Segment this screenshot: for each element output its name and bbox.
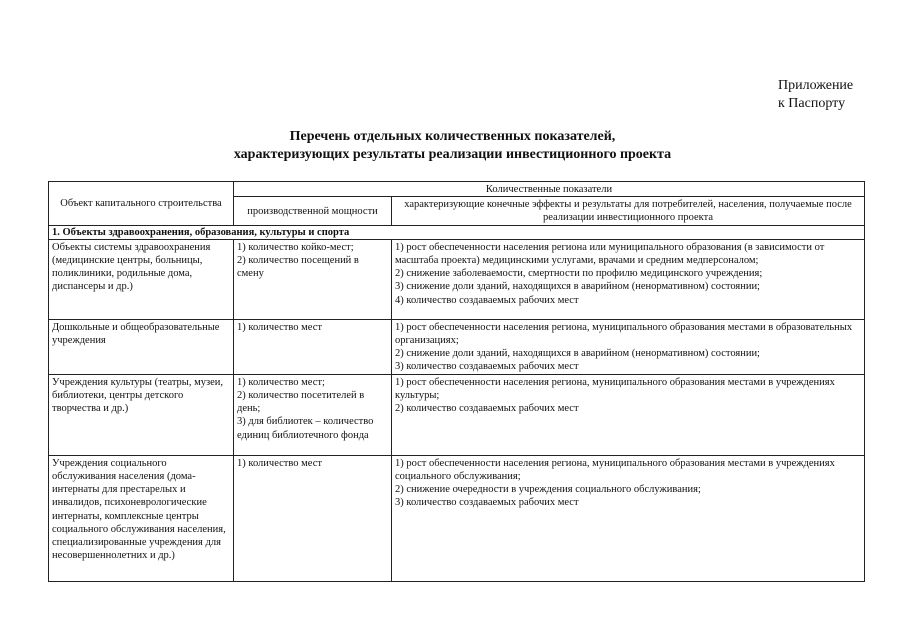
section-title: 1. Объекты здравоохранения, образования, культуры и спорта	[49, 225, 865, 239]
table-row	[49, 239, 865, 319]
effect-item: 3) количество создаваемых рабочих мест	[395, 497, 579, 509]
effect-item: 1) рост обеспеченности населения региона, муниципального образования местами в образовательных организациях;	[395, 321, 853, 347]
row-capacity	[234, 455, 392, 581]
capacity-item: 2) количество посетителей в день;	[237, 390, 365, 415]
appendix-line-1: Приложение	[778, 78, 854, 93]
row-capacity	[234, 239, 392, 319]
effect-item: 1) рост обеспеченности населения региона, муниципального образования местами в учреждениях социального обслуживания;	[395, 457, 835, 483]
effect-item: 3) количество создаваемых рабочих мест	[395, 361, 579, 373]
indicators-table	[48, 181, 865, 582]
row-object: Учреждения культуры (театры, музеи, библиотеки, центры детского творчества и др.)	[49, 374, 234, 455]
section-row	[49, 225, 865, 239]
effect-item: 2) количество создаваемых рабочих мест	[395, 403, 579, 415]
effect-item: 2) снижение доли зданий, находящихся в аварийном (ненормативном) состоянии;	[395, 348, 760, 360]
table-row	[49, 319, 865, 374]
capacity-item: 1) количество мест	[237, 457, 322, 469]
row-capacity	[234, 319, 392, 374]
title-line-2: характеризующих результаты реализации инвестиционного проекта	[233, 147, 672, 162]
row-capacity	[234, 374, 392, 455]
row-effects	[392, 455, 865, 581]
capacity-item: 1) количество мест	[237, 321, 322, 333]
document-title	[0, 128, 905, 164]
capacity-item: 1) количество мест;	[237, 376, 325, 388]
appendix-label	[778, 77, 853, 113]
capacity-item: 2) количество посещений в смену	[237, 255, 359, 280]
effect-item: 3) снижение доли зданий, находящихся в аварийном (ненормативном) состоянии;	[395, 281, 760, 293]
row-effects	[392, 239, 865, 319]
table-header-row-1	[49, 182, 865, 197]
header-production: производственной мощности	[234, 197, 392, 225]
header-object: Объект капитального строительства	[49, 182, 234, 226]
effect-item: 2) снижение очередности в учреждения социального обслуживания;	[395, 484, 701, 496]
row-object: Дошкольные и общеобразовательные учреждения	[49, 319, 234, 374]
title-line-1: Перечень отдельных количественных показателей,	[289, 129, 616, 144]
table-row	[49, 455, 865, 581]
effect-item: 1) рост обеспеченности населения региона или муниципального образования (в зависимости от масштаба проекта) медицинскими услугами, врачами и средним медперсоналом;	[395, 241, 825, 267]
row-object: Объекты системы здравоохранения (медицинские центры, больницы, поликлиники, родильные дома, диспансеры и др.)	[49, 239, 234, 319]
row-effects	[392, 374, 865, 455]
header-quantitative: Количественные показатели	[234, 182, 865, 197]
table-row	[49, 374, 865, 455]
appendix-line-2: к Паспорту	[778, 96, 846, 111]
capacity-item: 1) количество койко-мест;	[237, 241, 354, 253]
capacity-item: 3) для библиотек – количество единиц библиотечного фонда	[237, 416, 374, 441]
header-effects: характеризующие конечные эффекты и результаты для потребителей, населения, получаемые после реализации инвестиционного проекта	[392, 197, 865, 225]
row-object: Учреждения социального обслуживания населения (дома-интернаты для престарелых и инвалидов, психоневрологические интернаты, комплексные центры социального обслуживания населения, специализированные учреждения для несовершеннолетних и др.)	[49, 455, 234, 581]
effect-item: 1) рост обеспеченности населения региона, муниципального образования местами в учреждениях культуры;	[395, 376, 835, 402]
row-effects	[392, 319, 865, 374]
effect-item: 4) количество создаваемых рабочих мест	[395, 294, 579, 306]
effect-item: 2) снижение заболеваемости, смертности по профилю медицинского учреждения;	[395, 268, 763, 280]
